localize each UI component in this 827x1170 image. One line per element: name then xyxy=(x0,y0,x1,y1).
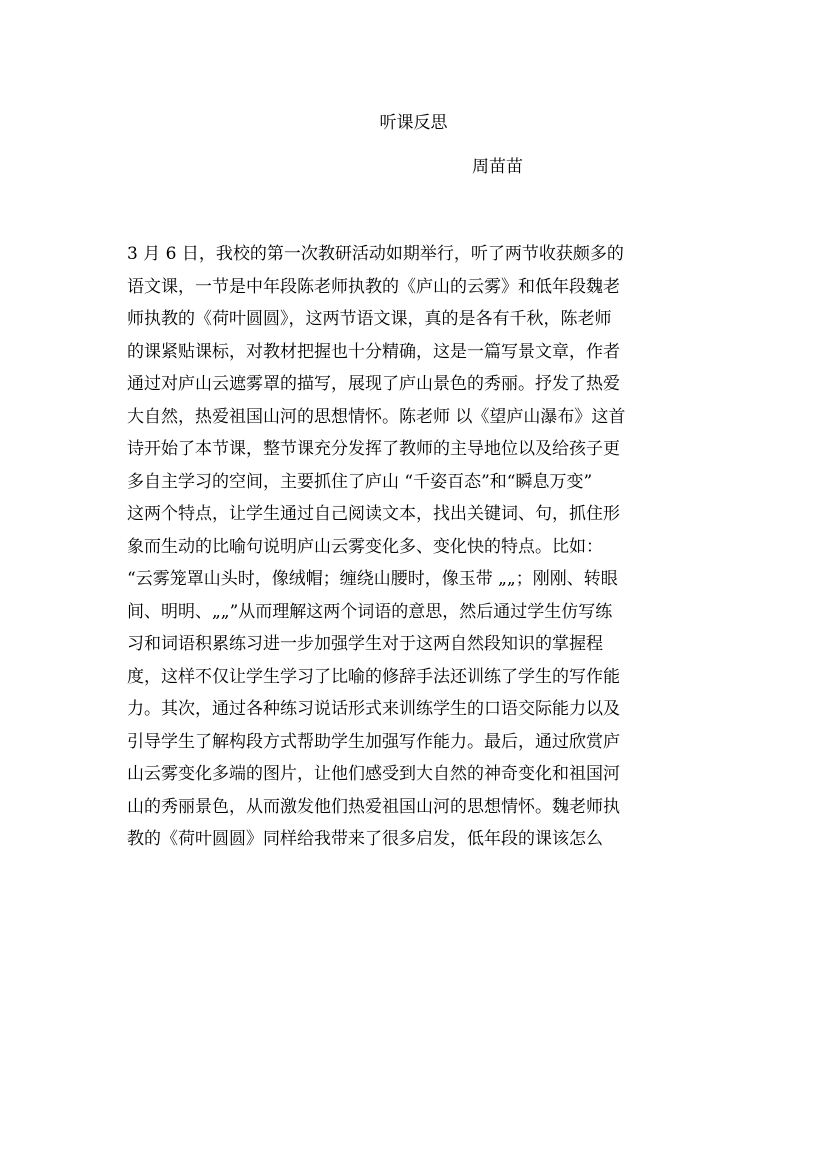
body-line: 引导学生了解构段方式帮助学生加强写作能力。最后，通过欣赏庐 xyxy=(127,731,620,752)
body-line: 力。其次，通过各种练习说话形式来训练学生的口语交际能力以及 xyxy=(127,699,620,719)
body-line: 语文课，一节是中年段陈老师执教的《庐山的云雾》和低年段魏老 xyxy=(127,276,620,297)
document-author: 周苗苗 xyxy=(472,157,523,177)
body-line: 象而生动的比喻句说明庐山云雾变化多、变化快的特点。比如： xyxy=(127,536,603,557)
body-line: 山云雾变化多端的图片，让他们感受到大自然的神奇变化和祖国河 xyxy=(127,764,620,784)
body-line: 山的秀丽景色，从而激发他们热爱祖国山河的思想情怀。魏老师执 xyxy=(127,796,620,817)
body-line: 3 月 6 日，我校的第一次教研活动如期举行，听了两节收获颇多的 xyxy=(127,244,624,264)
body-line: 这两个特点，让学生通过自己阅读文本，找出关键词、句，抓住形 xyxy=(127,504,620,524)
body-line: 度，这样不仅让学生学习了比喻的修辞手法还训练了学生的写作能 xyxy=(127,666,620,687)
body-line: 师执教的《荷叶圆圆》，这两节语文课，真的是各有千秋，陈老师 xyxy=(127,309,612,329)
body-line: 的课紧贴课标，对教材把握也十分精确，这是一篇写景文章，作者 xyxy=(127,341,620,362)
body-line: 间、明明、„„”从而理解这两个词语的意思，然后通过学生仿写练 xyxy=(127,601,613,622)
body-line: 教的《荷叶圆圆》同样给我带来了很多启发，低年段的课该怎么 xyxy=(127,829,603,849)
body-line: 大自然，热爱祖国山河的思想情怀。陈老师 以《望庐山瀑布》这首 xyxy=(127,406,626,427)
body-line: 多自主学习的空间，主要抓住了庐山 “千姿百态”和“瞬息万变” xyxy=(127,471,593,492)
document-title: 听课反思 xyxy=(379,113,448,133)
body-line: “云雾笼罩山头时，像绒帽；缠绕山腰时，像玉带 „„；刚刚、转眼 xyxy=(127,569,618,589)
body-line: 诗开始了本节课，整节课充分发挥了教师的主导地位以及给孩子更 xyxy=(127,439,620,459)
document-body xyxy=(127,238,697,856)
body-line: 习和词语积累练习进一步加强学生对于这两自然段知识的掌握程 xyxy=(127,634,603,654)
body-line: 通过对庐山云遮雾罩的描写，展现了庐山景色的秀丽。抒发了热爱 xyxy=(127,374,620,394)
